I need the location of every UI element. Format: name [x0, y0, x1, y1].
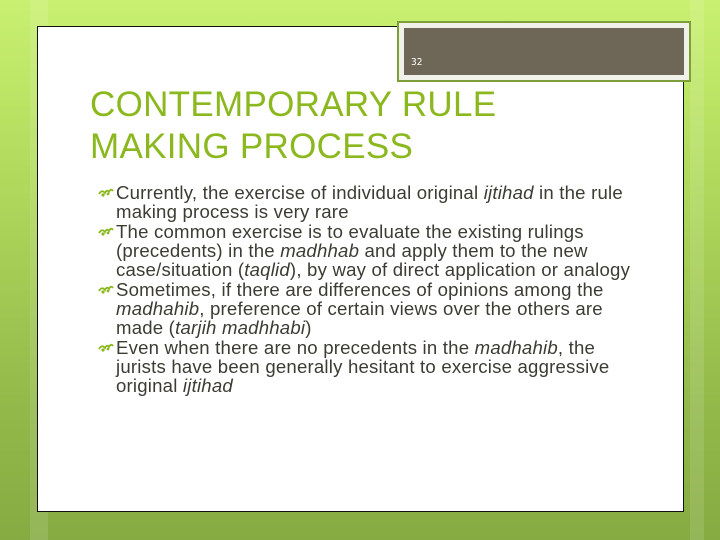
- background-stripe: [690, 0, 704, 540]
- flourish-bullet-icon: [98, 186, 114, 198]
- bullet-item: Currently, the exercise of individual original ijtihad in the rule making process is very rare: [98, 183, 638, 221]
- title-line-2: MAKING PROCESS: [90, 127, 414, 166]
- slide-title: [90, 84, 496, 168]
- slide-number: 32: [411, 57, 423, 68]
- flourish-bullet-icon: [98, 283, 114, 295]
- flourish-bullet-icon: [98, 225, 114, 237]
- bullet-item: The common exercise is to evaluate the existing rulings (precedents) in the madhhab and apply them to the new case/situation (taqlid), by way of direct application or analogy: [98, 222, 638, 279]
- title-line-1: CONTEMPORARY RULE: [90, 85, 497, 124]
- slide-number-box: [399, 23, 689, 80]
- bullet-item: Even when there are no precedents in the madhahib, the jurists have been generally hesitant to exercise aggressive original ijtihad: [98, 338, 638, 395]
- bullet-list: [98, 183, 638, 396]
- bullet-item: Sometimes, if there are differences of opinions among the madhahib, preference of certain views over the others are made (tarjih madhhabi): [98, 280, 638, 337]
- flourish-bullet-icon: [98, 341, 114, 353]
